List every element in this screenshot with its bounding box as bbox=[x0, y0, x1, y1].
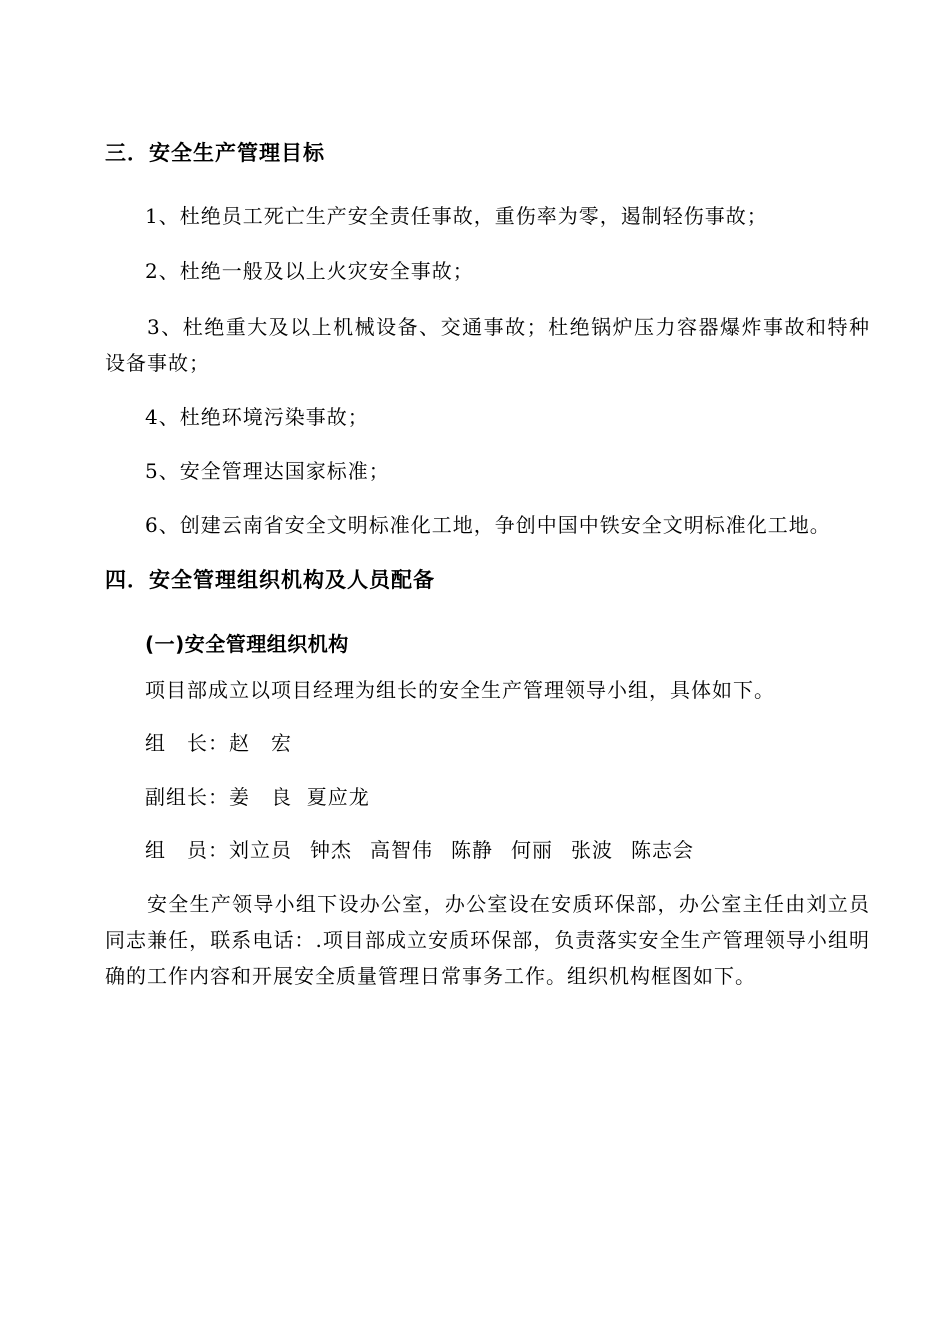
deputy-names: 姜 良 夏应龙 bbox=[229, 785, 370, 809]
leader-row bbox=[145, 729, 875, 758]
member-name: 何丽 bbox=[511, 838, 553, 862]
subsection-heading: (一)安全管理组织机构 bbox=[145, 632, 349, 656]
section3-heading: 三．安全生产管理目标 bbox=[105, 141, 325, 165]
member-name: 张波 bbox=[571, 838, 613, 862]
leader-name: 赵 宏 bbox=[229, 731, 292, 755]
goal-item-1: 1、杜绝员工死亡生产安全责任事故，重伤率为零，遏制轻伤事故； bbox=[145, 204, 768, 228]
member-name: 陈志会 bbox=[631, 838, 694, 862]
goal-item-5: 5、安全管理达国家标准； bbox=[145, 459, 390, 483]
members-row bbox=[145, 836, 875, 865]
goal-item-4: 4、杜绝环境污染事故； bbox=[145, 405, 369, 429]
goal-item-6: 6、创建云南省安全文明标准化工地，争创中国中铁安全文明标准化工地。 bbox=[145, 513, 831, 537]
leader-label: 组 长： bbox=[145, 731, 229, 755]
section4-heading: 四．安全管理组织机构及人员配备 bbox=[105, 568, 435, 592]
member-name: 高智伟 bbox=[370, 838, 433, 862]
goal-item-3: 3、杜绝重大及以上机械设备、交通事故；杜绝锅炉压力容器爆炸事故和特种设备事故； bbox=[105, 315, 870, 375]
member-name: 钟杰 bbox=[310, 838, 352, 862]
member-name: 陈静 bbox=[451, 838, 493, 862]
deputy-row bbox=[145, 783, 875, 812]
members-label: 组 员： bbox=[145, 838, 229, 862]
office-paragraph: 安全生产领导小组下设办公室，办公室设在安质环保部，办公室主任由刘立员同志兼任，联系电话：.项目部成立安质环保部，负责落实安全生产管理领导小组明确的工作内容和开展安全质量管理日常事务工作。组织机构框图如下。 bbox=[105, 892, 870, 988]
member-name: 刘立员 bbox=[229, 838, 292, 862]
goal-item-2: 2、杜绝一般及以上火灾安全事故； bbox=[145, 259, 474, 283]
deputy-label: 副组长： bbox=[145, 785, 229, 809]
org-intro: 项目部成立以项目经理为组长的安全生产管理领导小组，具体如下。 bbox=[145, 678, 775, 702]
